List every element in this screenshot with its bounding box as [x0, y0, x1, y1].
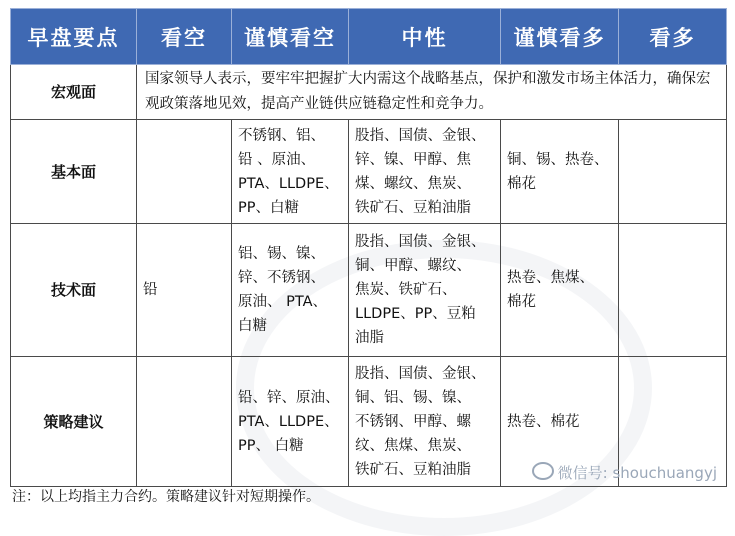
table-cell: 热卷、棉花	[501, 357, 619, 487]
footnote: 注：以上均指主力合约。策略建议针对短期操作。	[12, 489, 320, 505]
table-cell	[619, 120, 727, 224]
header-cell: 谨慎看多	[501, 9, 619, 65]
table-cell	[619, 224, 727, 357]
watermark-text: 微信号: shouchuangyj	[557, 464, 717, 482]
header-cell: 中性	[349, 9, 501, 65]
table-cell: 热卷、焦煤、 棉花	[501, 224, 619, 357]
macro-text: 国家领导人表示，要牢牢把握扩大内需这个战略基点，保护和激发市场主体活力，确保宏观政策落地见效，提高产业链供应链稳定性和竞争力。	[137, 65, 727, 120]
row-label: 技术面	[11, 224, 137, 357]
header-cell: 早盘要点	[11, 9, 137, 65]
table-cell: 铅	[137, 224, 232, 357]
table-header-row	[11, 9, 727, 65]
table-cell: 股指、国债、金银、 铜、甲醇、螺纹、 焦炭、铁矿石、 LLDPE、PP、豆粕 油脂	[349, 224, 501, 357]
table-cell	[137, 120, 232, 224]
header-cell: 看多	[619, 9, 727, 65]
table-cell: 铝、锡、镍、 锌、不锈钢、 原油、 PTA、 白糖	[232, 224, 349, 357]
table-cell: 铜、锡、热卷、 棉花	[501, 120, 619, 224]
table-cell: 不锈钢、铝、 铅 、原油、 PTA、LLDPE、 PP、白糖	[232, 120, 349, 224]
row-label: 宏观面	[11, 65, 137, 120]
table-cell	[137, 357, 232, 487]
row-label: 基本面	[11, 120, 137, 224]
morning-summary-table	[10, 8, 727, 487]
table-row	[11, 224, 727, 357]
table-row	[11, 120, 727, 224]
table-cell: 股指、国债、金银、 锌、镍、甲醇、焦 煤、螺纹、焦炭、 铁矿石、豆粕油脂	[349, 120, 501, 224]
row-label: 策略建议	[11, 357, 137, 487]
wechat-watermark	[532, 462, 717, 483]
wechat-icon	[532, 462, 554, 480]
table-cell: 铅、锌、原油、 PTA、LLDPE、 PP、 白糖	[232, 357, 349, 487]
table-row	[11, 65, 727, 120]
table-cell: 股指、国债、金银、 铜、铝、锡、镍、 不锈钢、甲醇、螺 纹、焦煤、焦炭、 铁矿石、豆粕油脂	[349, 357, 501, 487]
header-cell: 谨慎看空	[232, 9, 349, 65]
header-cell: 看空	[137, 9, 232, 65]
